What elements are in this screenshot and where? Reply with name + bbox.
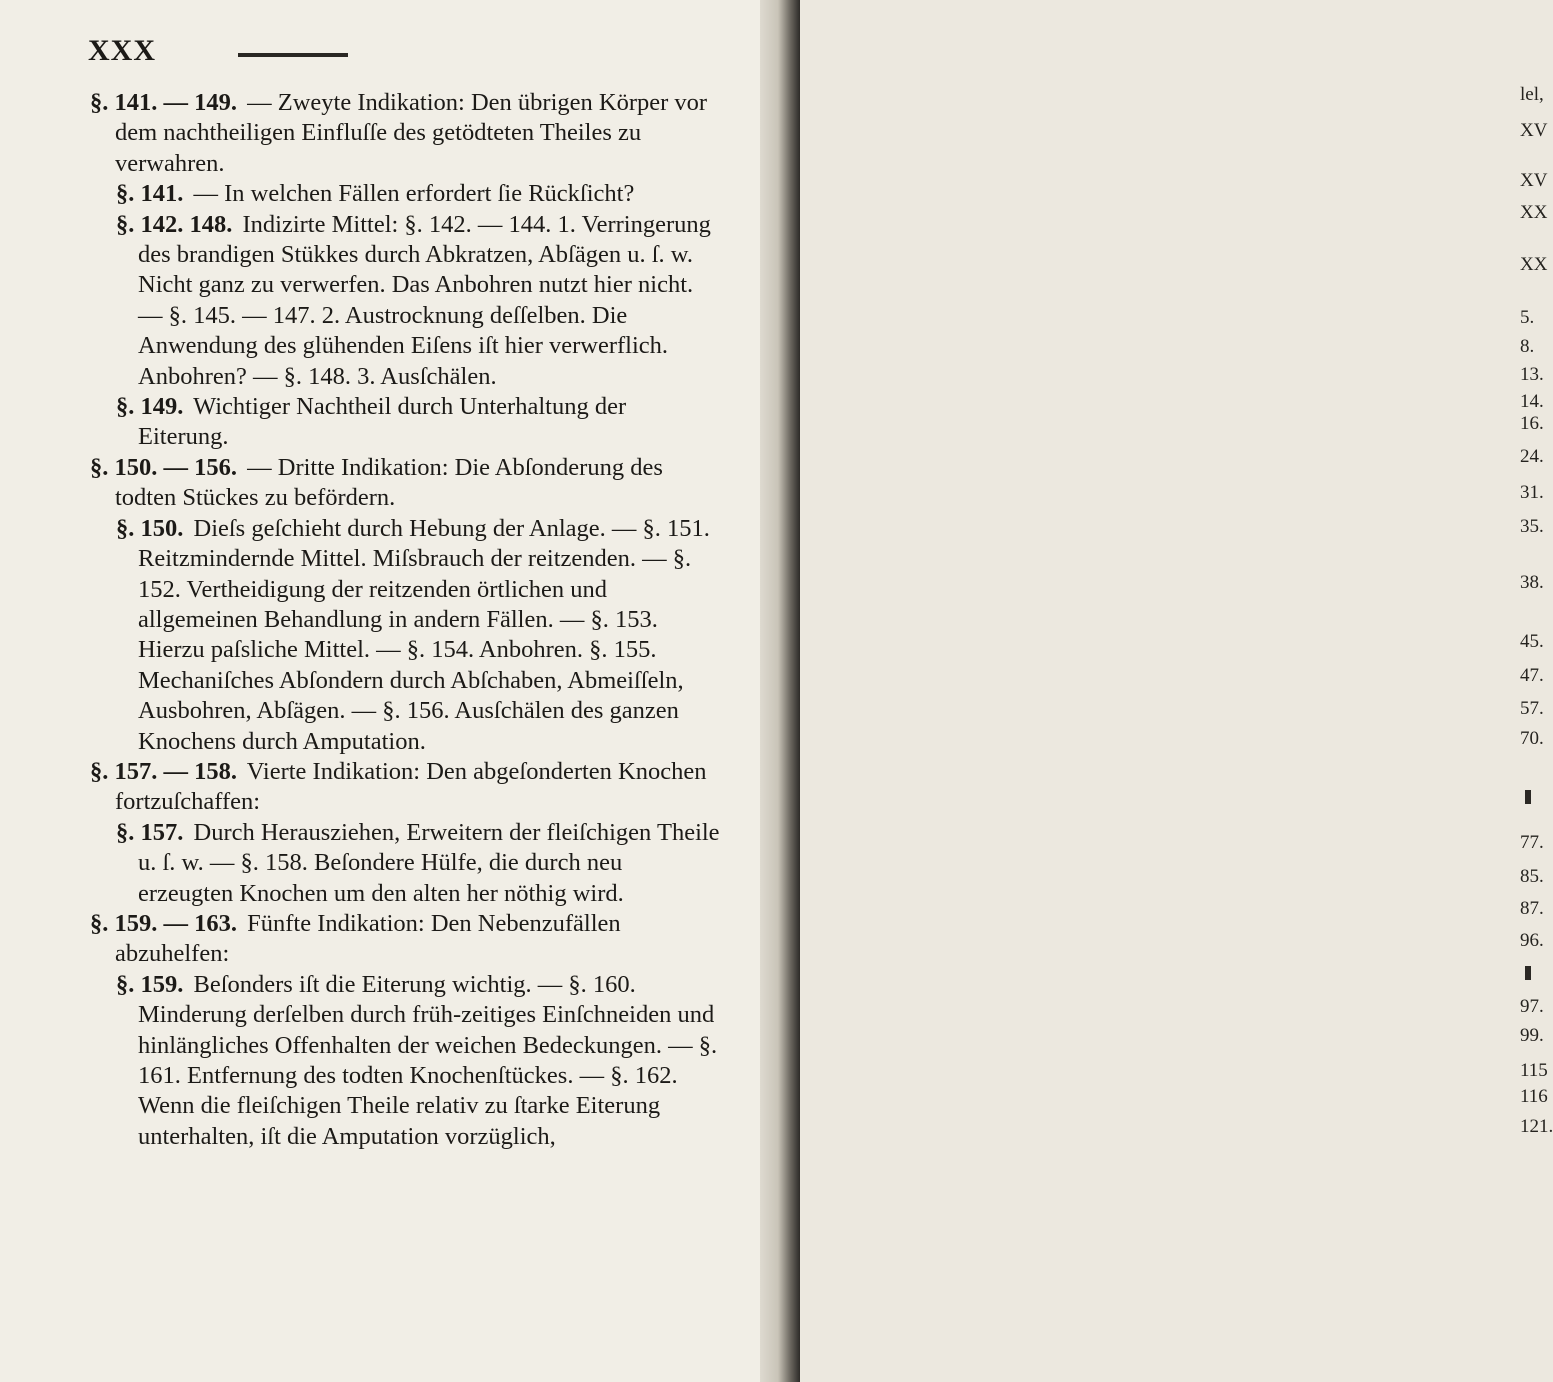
edge-number: 35. <box>1520 516 1544 537</box>
section-label: §. 142. 148. <box>116 210 233 238</box>
edge-number: 5. <box>1520 307 1535 328</box>
section-text: — Dritte Indikation: Die Abſonderung des todten Stückes zu befördern. <box>115 453 663 512</box>
section-text: Beſonders iſt die Eiterung wichtig. — §. 160. Minderung derſelben durch früh-zeitiges Einſchneiden und hinlängliches Offenhalten der weichen Bedeckungen. — §. 161. Entfernung des todten Knochenſtückes. — §. 162. Wenn die fleiſchigen Theile relativ zu ſtarke Eiterung unterhalten, iſt die Amputation vorzüglich, <box>138 970 718 1150</box>
toc-entry-157 <box>90 818 722 909</box>
table-of-contents <box>90 88 722 1152</box>
edge-number: 115 <box>1520 1060 1548 1081</box>
toc-entry-141-149 <box>90 88 722 179</box>
edge-number: 14. <box>1520 391 1544 412</box>
edge-number: XX <box>1520 202 1548 223</box>
edge-dash-mark <box>1525 966 1531 980</box>
section-text: — In welchen Fällen erfordert ſie Rückſicht? <box>193 180 635 208</box>
edge-number: 13. <box>1520 364 1544 385</box>
section-text: — Zweyte Indikation: Den übrigen Körper vor dem nachtheiligen Einfluſſe des getödteten Theiles zu verwahren. <box>115 89 708 177</box>
edge-number: 121. <box>1520 1116 1553 1137</box>
section-label: §. 159. <box>116 970 184 998</box>
section-label: §. 150. <box>116 514 184 542</box>
edge-number: 77. <box>1520 832 1544 853</box>
section-label: §. 157. <box>116 818 184 846</box>
section-text: Durch Herausziehen, Erweitern der fleiſchigen Theile u. ſ. w. — §. 158. Beſondere Hülfe, die durch neu erzeugten Knochen um den alten her nöthig wird. <box>138 818 720 907</box>
toc-entry-159-163 <box>90 909 722 970</box>
section-text: Wichtiger Nachtheil durch Unterhaltung der Eiterung. <box>138 393 627 451</box>
edge-number: 87. <box>1520 898 1544 919</box>
section-label: §. 159. — 163. <box>90 909 237 937</box>
toc-entry-157-158 <box>90 757 722 818</box>
edge-number: 99. <box>1520 1025 1544 1046</box>
toc-entry-149 <box>90 392 722 453</box>
section-text: Dieſs geſchieht durch Hebung der Anlage. — §. 151. Reitzmindernde Mittel. Miſsbrauch der reitzenden. — §. 152. Vertheidigung der reitzenden örtlichen und allgemeinen Behandlung in andern Fällen. — §. 153. Hierzu paſsliche Mittel. — §. 154. Anbohren. §. 155. Mechaniſches Abſondern durch Abſchaben, Abmeiſſeln, Ausbohren, Abſägen. — §. 156. Ausſchälen des ganzen Knochens durch Amputation. <box>138 514 710 755</box>
toc-entry-150-156 <box>90 453 722 514</box>
toc-entry-141 <box>90 179 722 209</box>
edge-number: 16. <box>1520 413 1544 434</box>
section-text: Fünfte Indikation: Den Nebenzufällen abzuhelfen: <box>115 909 621 968</box>
edge-number: 116 <box>1520 1086 1548 1107</box>
section-label: §. 150. — 156. <box>90 453 237 481</box>
edge-number: 45. <box>1520 631 1544 652</box>
toc-entry-142-148 <box>90 210 722 392</box>
edge-number: 97. <box>1520 996 1544 1017</box>
edge-number: XV <box>1520 120 1548 141</box>
edge-number: 8. <box>1520 336 1535 357</box>
book-page <box>0 0 760 1382</box>
edge-number: 70. <box>1520 728 1544 749</box>
header-rule <box>238 53 348 57</box>
running-head: XXX <box>88 34 156 67</box>
edge-dash-mark <box>1525 790 1531 804</box>
section-label: §. 141. <box>116 180 184 208</box>
section-label: §. 157. — 158. <box>90 757 237 785</box>
edge-number: 38. <box>1520 572 1544 593</box>
edge-number: XV <box>1520 170 1548 191</box>
edge-number: 24. <box>1520 446 1544 467</box>
edge-number: 47. <box>1520 665 1544 686</box>
section-label: §. 141. — 149. <box>90 89 237 116</box>
edge-number: 31. <box>1520 482 1544 503</box>
section-label: §. 149. <box>116 393 184 421</box>
edge-number: 96. <box>1520 930 1544 951</box>
section-text: Vierte Indikation: Den abgeſonderten Knochen fortzuſchaffen: <box>115 757 707 816</box>
adjacent-page-numbers <box>760 0 1553 1382</box>
edge-number: 57. <box>1520 698 1544 719</box>
edge-number: lel, <box>1520 84 1544 105</box>
toc-entry-150 <box>90 514 722 757</box>
edge-number: 85. <box>1520 866 1544 887</box>
section-text: Indizirte Mittel: §. 142. — 144. 1. Verringerung des brandigen Stükkes durch Abkratzen, Abſägen u. ſ. w. Nicht ganz zu verwerfen. Das Anbohren nutzt hier nicht. — §. 145. — 147. 2. Austrocknung deſſelben. Die Anwendung des glühenden Eiſens iſt hier verwerflich. Anbohren? — §. 148. 3. Ausſchälen. <box>138 210 711 390</box>
edge-number: XX <box>1520 254 1548 275</box>
toc-entry-159 <box>90 970 722 1152</box>
